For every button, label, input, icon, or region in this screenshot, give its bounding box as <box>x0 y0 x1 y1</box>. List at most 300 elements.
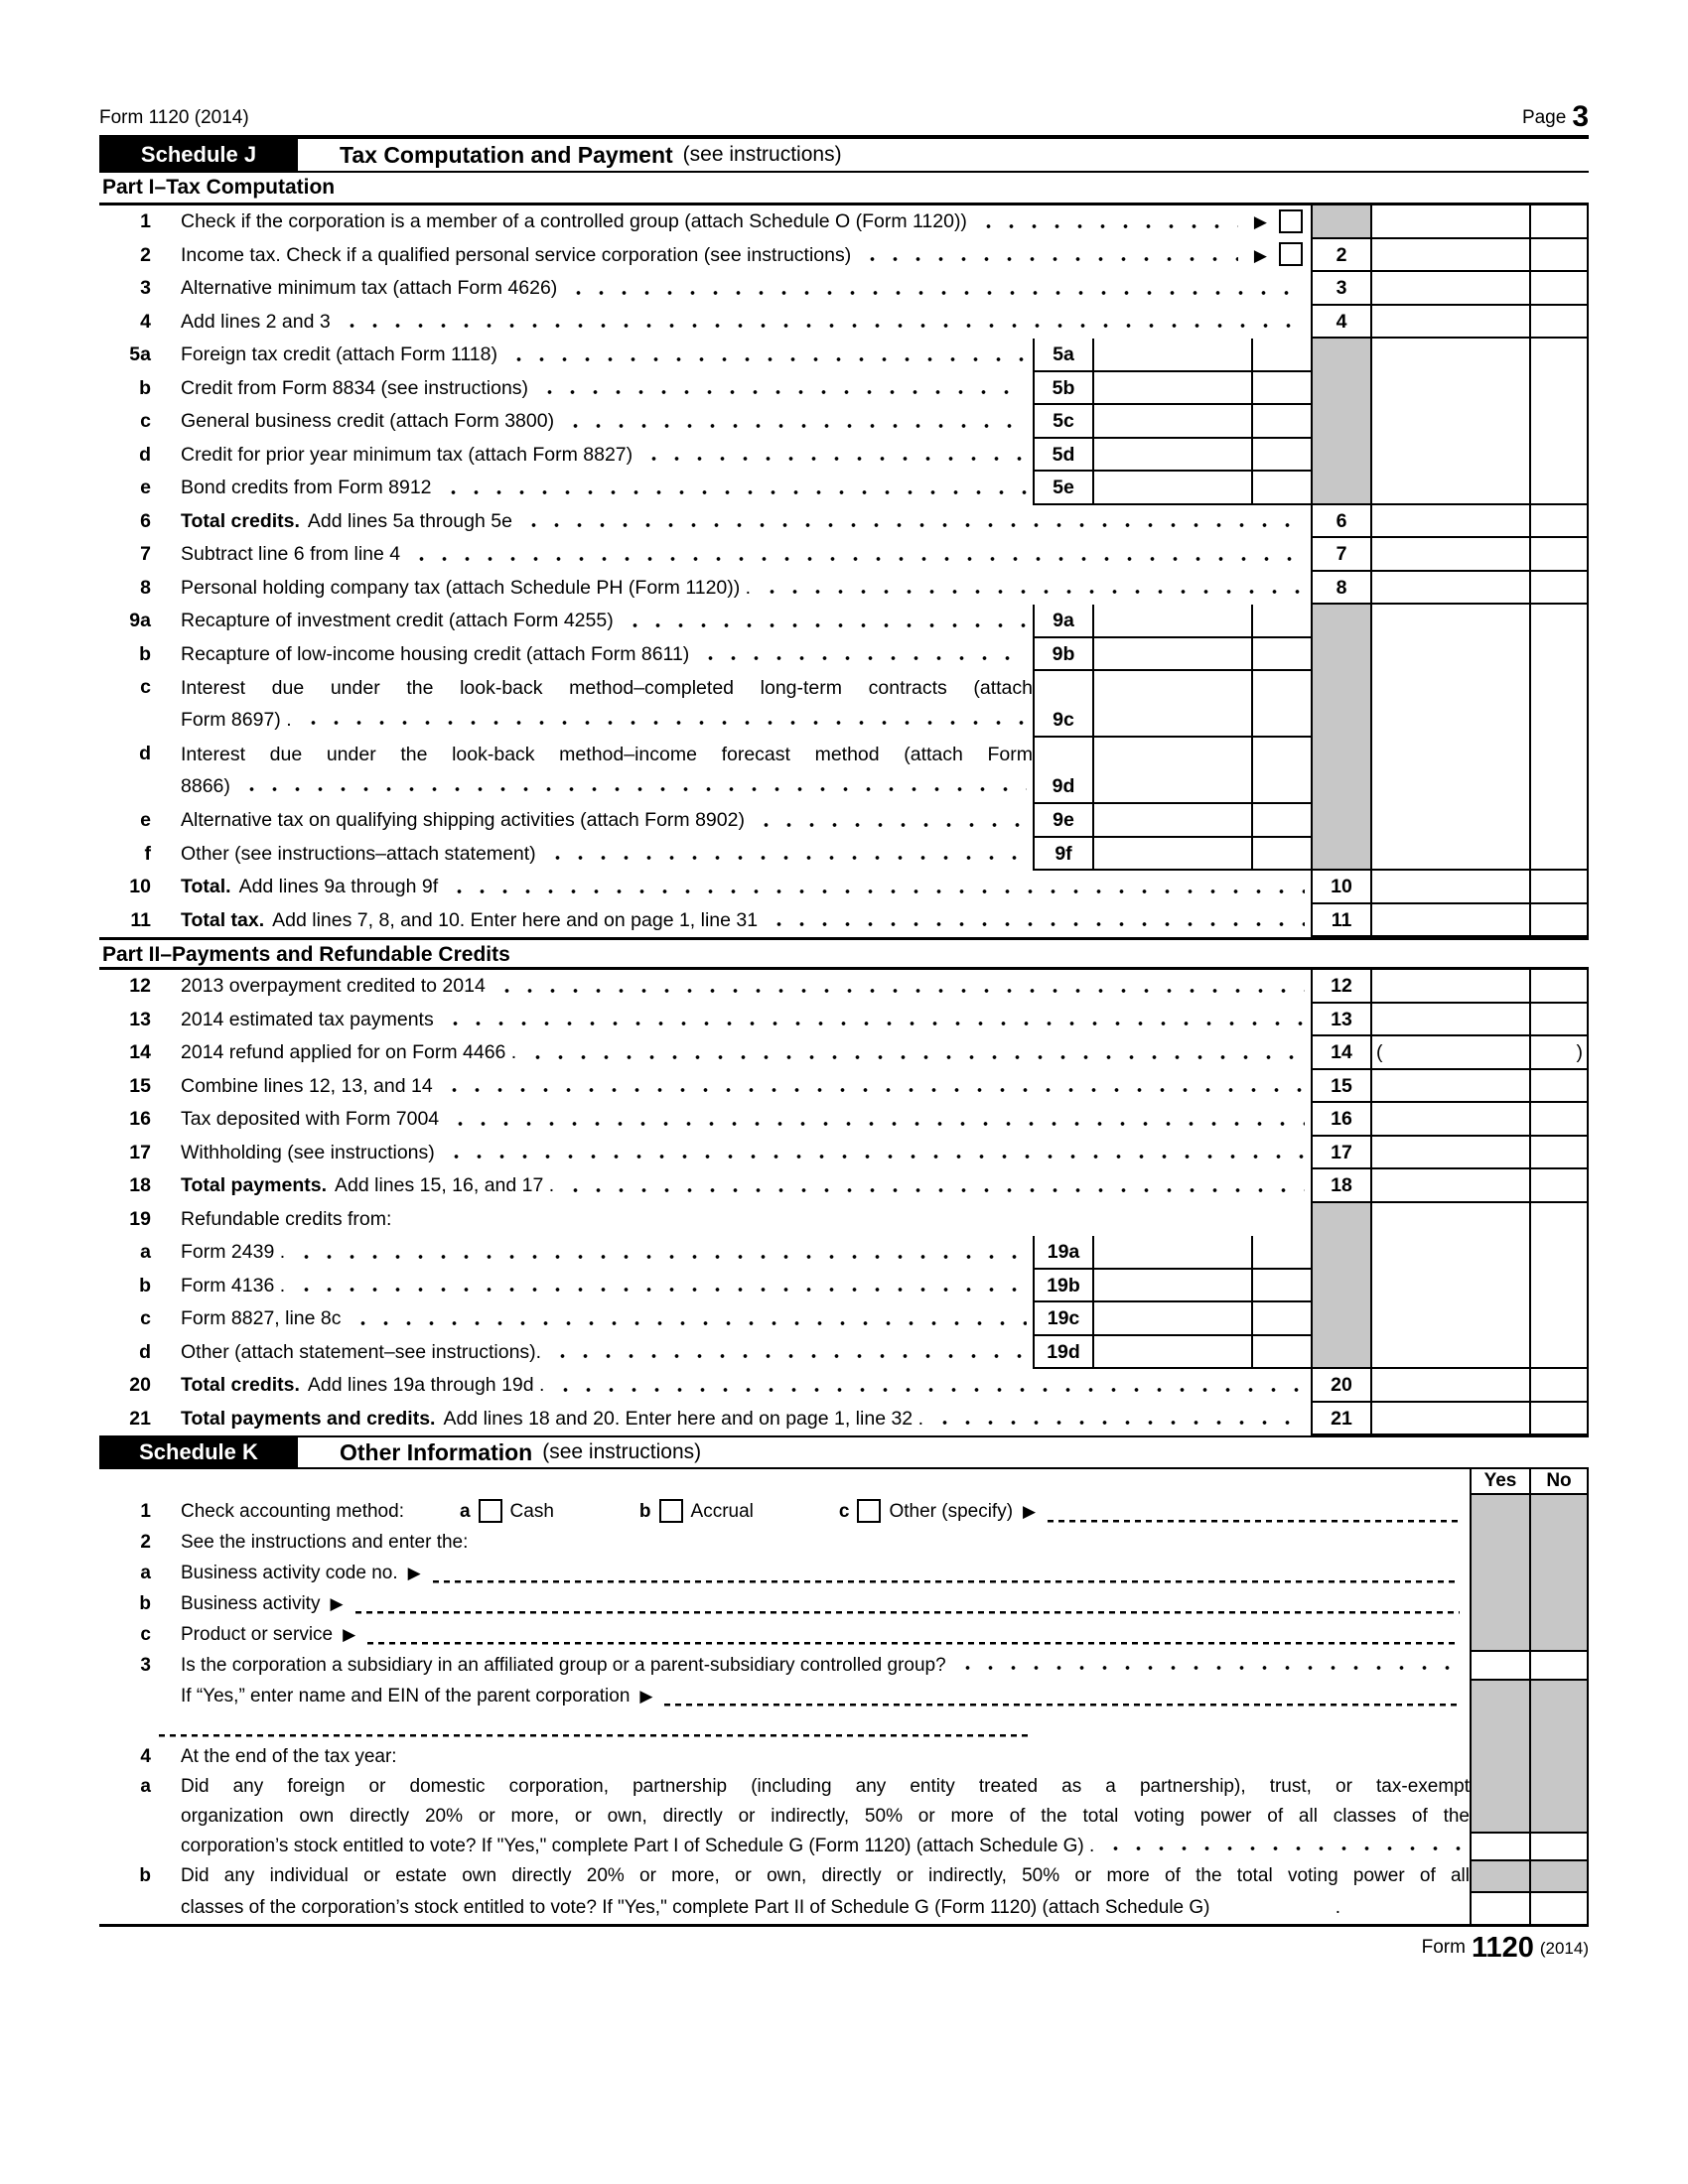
k-line-text <box>151 1558 1470 1588</box>
line-text-str: Refundable credits from: <box>181 1207 392 1230</box>
sub-cents-field[interactable] <box>1251 1302 1311 1336</box>
table-row-line-a <box>99 1236 1589 1270</box>
no-header: No <box>1529 1469 1589 1495</box>
line-text-str: Add lines 19a through 19d . <box>307 1374 545 1396</box>
page-content <box>99 99 1589 1964</box>
k-text-str: At the end of the tax year: <box>181 1746 397 1767</box>
k-text-str: Product or service <box>181 1624 334 1645</box>
line-text <box>151 1236 1033 1270</box>
yes-cell <box>1470 1558 1529 1588</box>
line-label: 7 <box>140 543 151 565</box>
table-row-line-f <box>99 838 1589 872</box>
line-text <box>151 405 1033 439</box>
sub-line-number: 9b <box>1033 638 1092 672</box>
amount-field[interactable] <box>1370 1169 1529 1203</box>
no-cell <box>1529 1495 1589 1528</box>
k-text-str: See the instructions and enter the: <box>181 1532 469 1553</box>
dot-leader <box>293 1236 1027 1270</box>
line-text-2 <box>181 771 1033 803</box>
table-row-line-15 <box>99 1070 1589 1104</box>
k-text-str: corporation’s stock entitled to vote? If "Yes," complete Part I of Schedule G (Form 1120) (attach Schedule G) . <box>181 1836 1095 1856</box>
table-row-line-e <box>99 472 1589 505</box>
sub-amount-field[interactable] <box>1092 671 1251 738</box>
entry-line[interactable] <box>159 1711 1033 1742</box>
no-cell <box>1529 1681 1589 1711</box>
cents-field[interactable] <box>1529 1103 1589 1137</box>
amount-field[interactable] <box>1370 970 1529 1004</box>
cents-field[interactable] <box>1529 1403 1589 1436</box>
schedule-k-rows <box>99 1469 1589 1924</box>
line-label: 20 <box>129 1374 151 1396</box>
line-text <box>151 372 1033 406</box>
dot-leader <box>524 1036 1305 1070</box>
line-number-cell <box>1311 1236 1370 1270</box>
amount-field[interactable] <box>1370 605 1529 638</box>
sub-amount-field[interactable] <box>1092 339 1251 372</box>
amount-field[interactable] <box>1370 505 1529 539</box>
schedule-j-title: Tax Computation and Payment <box>340 141 673 168</box>
line-label: 1 <box>140 210 151 232</box>
line-text <box>151 1403 1311 1436</box>
sub-amount-field[interactable] <box>1092 405 1251 439</box>
sub-cents-field[interactable] <box>1251 1336 1311 1370</box>
amount-field[interactable] <box>1370 1336 1529 1370</box>
cents-field[interactable] <box>1529 572 1589 606</box>
sub-line-number: 5d <box>1033 439 1092 473</box>
line-label: 9a <box>129 610 151 631</box>
table-row-line-3 <box>99 272 1589 306</box>
amount-field[interactable] <box>1370 1103 1529 1137</box>
k-text-str: classes of the corporation’s stock entitled to vote? If "Yes," complete Part II of Schedule G (Form 1120) (attach Schedule G) <box>181 1897 1210 1918</box>
cents-field[interactable] <box>1529 439 1589 473</box>
no-cell <box>1529 1558 1589 1588</box>
dot-leader <box>766 904 1305 938</box>
cents-field[interactable] <box>1529 638 1589 672</box>
no-cell <box>1529 1742 1589 1772</box>
cents-field[interactable] <box>1529 1203 1589 1237</box>
arrow-icon: ▶ <box>330 1594 344 1613</box>
sub-line-number: 5b <box>1033 372 1092 406</box>
sub-line-number: 19a <box>1033 1236 1092 1270</box>
line-text <box>151 572 1311 606</box>
amount-field[interactable] <box>1370 871 1529 904</box>
schedule-k-row-c <box>99 1619 1589 1650</box>
k-line-text <box>151 1711 1470 1742</box>
table-row-line-d <box>99 1336 1589 1370</box>
schedule-k-header <box>99 1435 1589 1469</box>
line-number-cell <box>1311 1203 1370 1237</box>
checkbox-b[interactable] <box>659 1499 683 1523</box>
amount-field[interactable] <box>1370 1270 1529 1303</box>
no-cell <box>1529 1619 1589 1650</box>
k-text-str: Business activity code no. <box>181 1563 398 1583</box>
arrow-icon: ▶ <box>343 1625 356 1644</box>
yes-cell <box>1470 1772 1529 1802</box>
amount-field[interactable] <box>1370 372 1529 406</box>
schedule-k-subtitle: (see instructions) <box>542 1440 702 1463</box>
dot-leader <box>562 1169 1305 1203</box>
amount-field[interactable] <box>1370 904 1529 938</box>
accounting-method-option-b <box>639 1495 754 1528</box>
dot-leader <box>339 306 1305 340</box>
dot-leader <box>697 638 1027 672</box>
yes-cell[interactable] <box>1470 1891 1529 1924</box>
cents-field[interactable] <box>1529 538 1589 572</box>
cents-field[interactable] <box>1529 339 1589 372</box>
cents-field[interactable] <box>1529 1236 1589 1270</box>
schedule-k-row <box>99 1469 1589 1495</box>
line-label: 21 <box>129 1407 151 1430</box>
table-row-line-4 <box>99 306 1589 340</box>
entry-line[interactable] <box>1048 1495 1460 1528</box>
sub-line-number: 19c <box>1033 1302 1092 1336</box>
accounting-method-option-c <box>839 1495 1040 1528</box>
dot-leader <box>954 1650 1464 1681</box>
line-number-cell <box>1311 804 1370 838</box>
option-letter: a <box>459 1501 471 1522</box>
k-line-text <box>151 1528 1470 1558</box>
checkbox[interactable] <box>1279 242 1303 266</box>
cents-field[interactable] <box>1529 1336 1589 1370</box>
amount-field[interactable] <box>1370 439 1529 473</box>
sub-amount-field[interactable] <box>1092 605 1251 638</box>
cents-field[interactable] <box>1529 1036 1589 1070</box>
cents-field[interactable] <box>1529 1369 1589 1403</box>
table-row-line-13 <box>99 1004 1589 1037</box>
checkbox-c[interactable] <box>857 1499 881 1523</box>
dot-leader <box>447 1103 1305 1137</box>
sub-amount-field[interactable] <box>1092 804 1251 838</box>
line-number-cell: 10 <box>1311 871 1370 904</box>
cents-field[interactable] <box>1529 1270 1589 1303</box>
amount-field[interactable] <box>1370 1302 1529 1336</box>
sub-amount-field[interactable] <box>1092 472 1251 505</box>
sub-cents-field[interactable] <box>1251 1270 1311 1303</box>
cents-field[interactable] <box>1529 804 1589 838</box>
line-text-2-str: Form 8697) . <box>181 708 292 731</box>
k-line-label: c <box>140 1624 151 1645</box>
amount-field[interactable] <box>1370 804 1529 838</box>
sub-cents-field[interactable] <box>1251 405 1311 439</box>
line-text <box>151 239 1311 273</box>
dot-leader <box>300 705 1027 737</box>
arrow-icon: ▶ <box>1253 245 1267 265</box>
line-label: e <box>140 809 151 831</box>
amount-field[interactable] <box>1370 638 1529 672</box>
no-cell[interactable] <box>1529 1891 1589 1924</box>
line-number-cell: 8 <box>1311 572 1370 606</box>
footer-form-number: 1120 <box>1471 1932 1534 1964</box>
dot-leader <box>441 1070 1305 1104</box>
dot-leader <box>293 1270 1027 1303</box>
table-row-line-b <box>99 372 1589 406</box>
no-cell <box>1529 1711 1589 1742</box>
amount-field[interactable] <box>1370 572 1529 606</box>
dot-leader <box>759 572 1305 606</box>
k-line-label: 3 <box>140 1655 151 1676</box>
cents-field[interactable] <box>1529 272 1589 306</box>
line-text <box>151 1103 1311 1137</box>
line-label: 11 <box>130 908 151 931</box>
sub-cents-field[interactable] <box>1251 738 1311 804</box>
line-number-cell <box>1311 439 1370 473</box>
k-line-text <box>151 1832 1470 1861</box>
k-line-text <box>151 1681 1470 1711</box>
sub-amount-field[interactable] <box>1092 838 1251 872</box>
entry-line[interactable] <box>355 1588 1460 1619</box>
sub-line-number: 9d <box>1033 738 1092 804</box>
line-number-cell <box>1311 738 1370 804</box>
line-label: 15 <box>129 1074 151 1097</box>
amount-field[interactable] <box>1370 472 1529 505</box>
table-row-line-11 <box>99 904 1589 938</box>
amount-field[interactable] <box>1370 1403 1529 1436</box>
amount-field[interactable] <box>1370 738 1529 804</box>
line-label: 16 <box>129 1108 151 1130</box>
dot-leader <box>446 871 1305 904</box>
k-line-text <box>151 1619 1470 1650</box>
line-text-str: Add lines 9a through 9f <box>238 876 439 897</box>
line-text-2 <box>181 705 1033 737</box>
cents-field[interactable] <box>1529 970 1589 1004</box>
line-text-bold: Total tax. <box>181 908 265 931</box>
line-label: 12 <box>129 975 151 997</box>
line-text-str: Other (see instructions–attach statement) <box>181 842 536 865</box>
yn-header-spacer <box>99 1469 1470 1495</box>
line-text-str: Recapture of investment credit (attach Form 4255) <box>181 610 614 631</box>
schedule-k-row-4 <box>99 1742 1589 1772</box>
amount-field[interactable] <box>1370 1004 1529 1037</box>
line-number-cell <box>1311 472 1370 505</box>
dot-leader <box>552 1369 1305 1403</box>
line-text <box>151 505 1311 539</box>
dot-leader <box>562 405 1027 439</box>
sub-cents-field[interactable] <box>1251 671 1311 738</box>
cents-field[interactable] <box>1529 838 1589 872</box>
cents-field[interactable] <box>1529 1070 1589 1104</box>
part1-header: Part I–Tax Computation <box>99 173 1589 205</box>
line-label: c <box>140 1307 151 1329</box>
line-text <box>151 838 1033 872</box>
line-label: b <box>139 642 151 665</box>
line-text <box>151 1036 1311 1070</box>
cents-field[interactable] <box>1529 205 1589 239</box>
line-number-cell <box>1311 1336 1370 1370</box>
sub-cents-field[interactable] <box>1251 1236 1311 1270</box>
line-label: 10 <box>129 876 151 897</box>
yes-cell[interactable] <box>1470 1832 1529 1861</box>
cents-field[interactable] <box>1529 904 1589 938</box>
line-label: a <box>140 1241 151 1263</box>
cents-field[interactable] <box>1529 1169 1589 1203</box>
line-text <box>151 538 1311 572</box>
line-text-str: Bond credits from Form 8912 <box>181 477 432 498</box>
amount-field[interactable] <box>1370 306 1529 340</box>
sub-amount-field[interactable] <box>1092 372 1251 406</box>
sub-cents-field[interactable] <box>1251 838 1311 872</box>
cents-field[interactable] <box>1529 605 1589 638</box>
amount-field[interactable] <box>1370 1036 1529 1070</box>
cents-field[interactable] <box>1529 738 1589 804</box>
line-text <box>151 671 1033 738</box>
line-label: 14 <box>129 1041 151 1063</box>
cents-field[interactable] <box>1529 505 1589 539</box>
schedule-j-badge: Schedule J <box>99 139 298 171</box>
sub-line-number: 5c <box>1033 405 1092 439</box>
sub-amount-field[interactable] <box>1092 738 1251 804</box>
cents-field[interactable] <box>1529 239 1589 273</box>
cents-field[interactable] <box>1529 671 1589 738</box>
cents-field[interactable] <box>1529 871 1589 904</box>
dot-leader <box>565 272 1305 306</box>
checkbox[interactable] <box>1279 209 1303 233</box>
amount-field[interactable] <box>1370 205 1529 239</box>
line-text <box>151 1369 1311 1403</box>
k-line-label <box>99 1711 151 1742</box>
sub-amount-field[interactable] <box>1092 638 1251 672</box>
line-text <box>151 205 1311 239</box>
amount-field[interactable] <box>1370 538 1529 572</box>
amount-field[interactable] <box>1370 671 1529 738</box>
line-text <box>151 1169 1311 1203</box>
cents-field[interactable] <box>1529 472 1589 505</box>
sub-cents-field[interactable] <box>1251 439 1311 473</box>
k-line-text <box>151 1891 1470 1924</box>
no-cell[interactable] <box>1529 1832 1589 1861</box>
table-row-line-5a <box>99 339 1589 372</box>
amount-field[interactable] <box>1370 239 1529 273</box>
part1-rows <box>99 205 1589 937</box>
amount-field[interactable] <box>1370 1203 1529 1237</box>
cents-field[interactable] <box>1529 306 1589 340</box>
sub-amount-field[interactable] <box>1092 439 1251 473</box>
sub-cents-field[interactable] <box>1251 804 1311 838</box>
sub-cents-field[interactable] <box>1251 339 1311 372</box>
table-row-line-7 <box>99 538 1589 572</box>
table-row-line-8 <box>99 572 1589 606</box>
line-label: c <box>140 410 151 432</box>
amount-field[interactable] <box>1370 1236 1529 1270</box>
k-line-text <box>151 1742 1470 1772</box>
no-cell[interactable] <box>1529 1650 1589 1681</box>
k-line-label <box>99 1802 151 1832</box>
schedule-k-row-b <box>99 1861 1589 1891</box>
dot-leader <box>520 505 1305 539</box>
dot-leader <box>408 538 1305 572</box>
sub-cents-field[interactable] <box>1251 472 1311 505</box>
line-text-str: 2013 overpayment credited to 2014 <box>181 975 486 997</box>
schedule-k-row-a <box>99 1772 1589 1802</box>
entry-line[interactable] <box>367 1619 1460 1650</box>
sub-amount-field[interactable] <box>1092 1302 1251 1336</box>
yes-cell <box>1470 1619 1529 1650</box>
cents-field[interactable] <box>1529 1302 1589 1336</box>
amount-field[interactable] <box>1370 272 1529 306</box>
sub-amount-field[interactable] <box>1092 1336 1251 1370</box>
entry-line[interactable] <box>664 1681 1460 1711</box>
cents-field[interactable] <box>1529 1137 1589 1170</box>
line-label: 6 <box>140 509 151 532</box>
line-number-cell: 15 <box>1311 1070 1370 1104</box>
amount-field[interactable] <box>1370 405 1529 439</box>
line-label: 18 <box>129 1174 151 1196</box>
line-text <box>151 1302 1033 1336</box>
line-text-str: Combine lines 12, 13, and 14 <box>181 1074 433 1097</box>
cents-field[interactable] <box>1529 405 1589 439</box>
line-text-str: Other (attach statement–see instructions). <box>181 1340 542 1363</box>
table-row-line-c <box>99 1302 1589 1336</box>
table-row-line-21 <box>99 1403 1589 1436</box>
schedule-k-row-b <box>99 1588 1589 1619</box>
option-label: Accrual <box>690 1501 754 1522</box>
amount-field[interactable] <box>1370 1070 1529 1104</box>
k-line-label <box>99 1891 151 1924</box>
amount-field[interactable] <box>1370 838 1529 872</box>
yes-cell <box>1470 1528 1529 1558</box>
line-text <box>151 1270 1033 1303</box>
line-number-cell: 18 <box>1311 1169 1370 1203</box>
line-number-cell <box>1311 339 1370 372</box>
entry-line[interactable] <box>433 1558 1460 1588</box>
arrow-icon: ▶ <box>1253 212 1267 231</box>
cents-field[interactable] <box>1529 372 1589 406</box>
line-label: 5a <box>129 343 151 365</box>
sub-line-number: 19d <box>1033 1336 1092 1370</box>
amount-field[interactable] <box>1370 339 1529 372</box>
dot-leader <box>350 1302 1028 1336</box>
sub-line-number: 9c <box>1033 671 1092 738</box>
line-text-bold: Total. <box>181 876 231 897</box>
sub-cents-field[interactable] <box>1251 372 1311 406</box>
no-cell <box>1529 1861 1589 1891</box>
schedule-k-row <box>99 1681 1589 1711</box>
sub-line-number: 9a <box>1033 605 1092 638</box>
amount-field[interactable] <box>1370 1137 1529 1170</box>
arrow-icon: ▶ <box>407 1564 421 1582</box>
table-row-line-b <box>99 638 1589 672</box>
arrow-icon: ▶ <box>639 1687 653 1706</box>
part2-rows <box>99 970 1589 1435</box>
dot-leader <box>440 472 1027 505</box>
cents-field[interactable] <box>1529 1004 1589 1037</box>
checkbox-a[interactable] <box>479 1499 502 1523</box>
open-paren: ( <box>1376 1041 1383 1063</box>
yes-cell[interactable] <box>1470 1650 1529 1681</box>
sub-cents-field[interactable] <box>1251 638 1311 672</box>
amount-field[interactable] <box>1370 1369 1529 1403</box>
k-line-text: Did any individual or estate own directly 20% or more, or own, directly or indirectly, 50% or more of the total voting power of all <box>181 1865 1470 1886</box>
line-label: f <box>144 842 151 865</box>
schedule-j-subtitle: (see instructions) <box>682 143 842 166</box>
line-text-str: Alternative minimum tax (attach Form 4626) <box>181 277 558 299</box>
line-text-str: Withholding (see instructions) <box>181 1141 435 1163</box>
footer-form-word: Form <box>1421 1937 1466 1958</box>
page-header <box>99 99 1589 139</box>
accounting-method-option-a <box>460 1495 554 1528</box>
table-row-line-14 <box>99 1036 1589 1070</box>
sub-amount-field[interactable] <box>1092 1236 1251 1270</box>
line-number-cell: 16 <box>1311 1103 1370 1137</box>
dot-leader <box>443 1137 1305 1170</box>
line-text-2-str: 8866) <box>181 774 230 797</box>
sub-amount-field[interactable] <box>1092 1270 1251 1303</box>
dot-leader <box>931 1403 1305 1436</box>
table-row-line-2 <box>99 239 1589 273</box>
line-text <box>151 738 1033 804</box>
dot-leader <box>536 372 1027 406</box>
line-text-str: General business credit (attach Form 3800) <box>181 410 555 432</box>
sub-cents-field[interactable] <box>1251 605 1311 638</box>
